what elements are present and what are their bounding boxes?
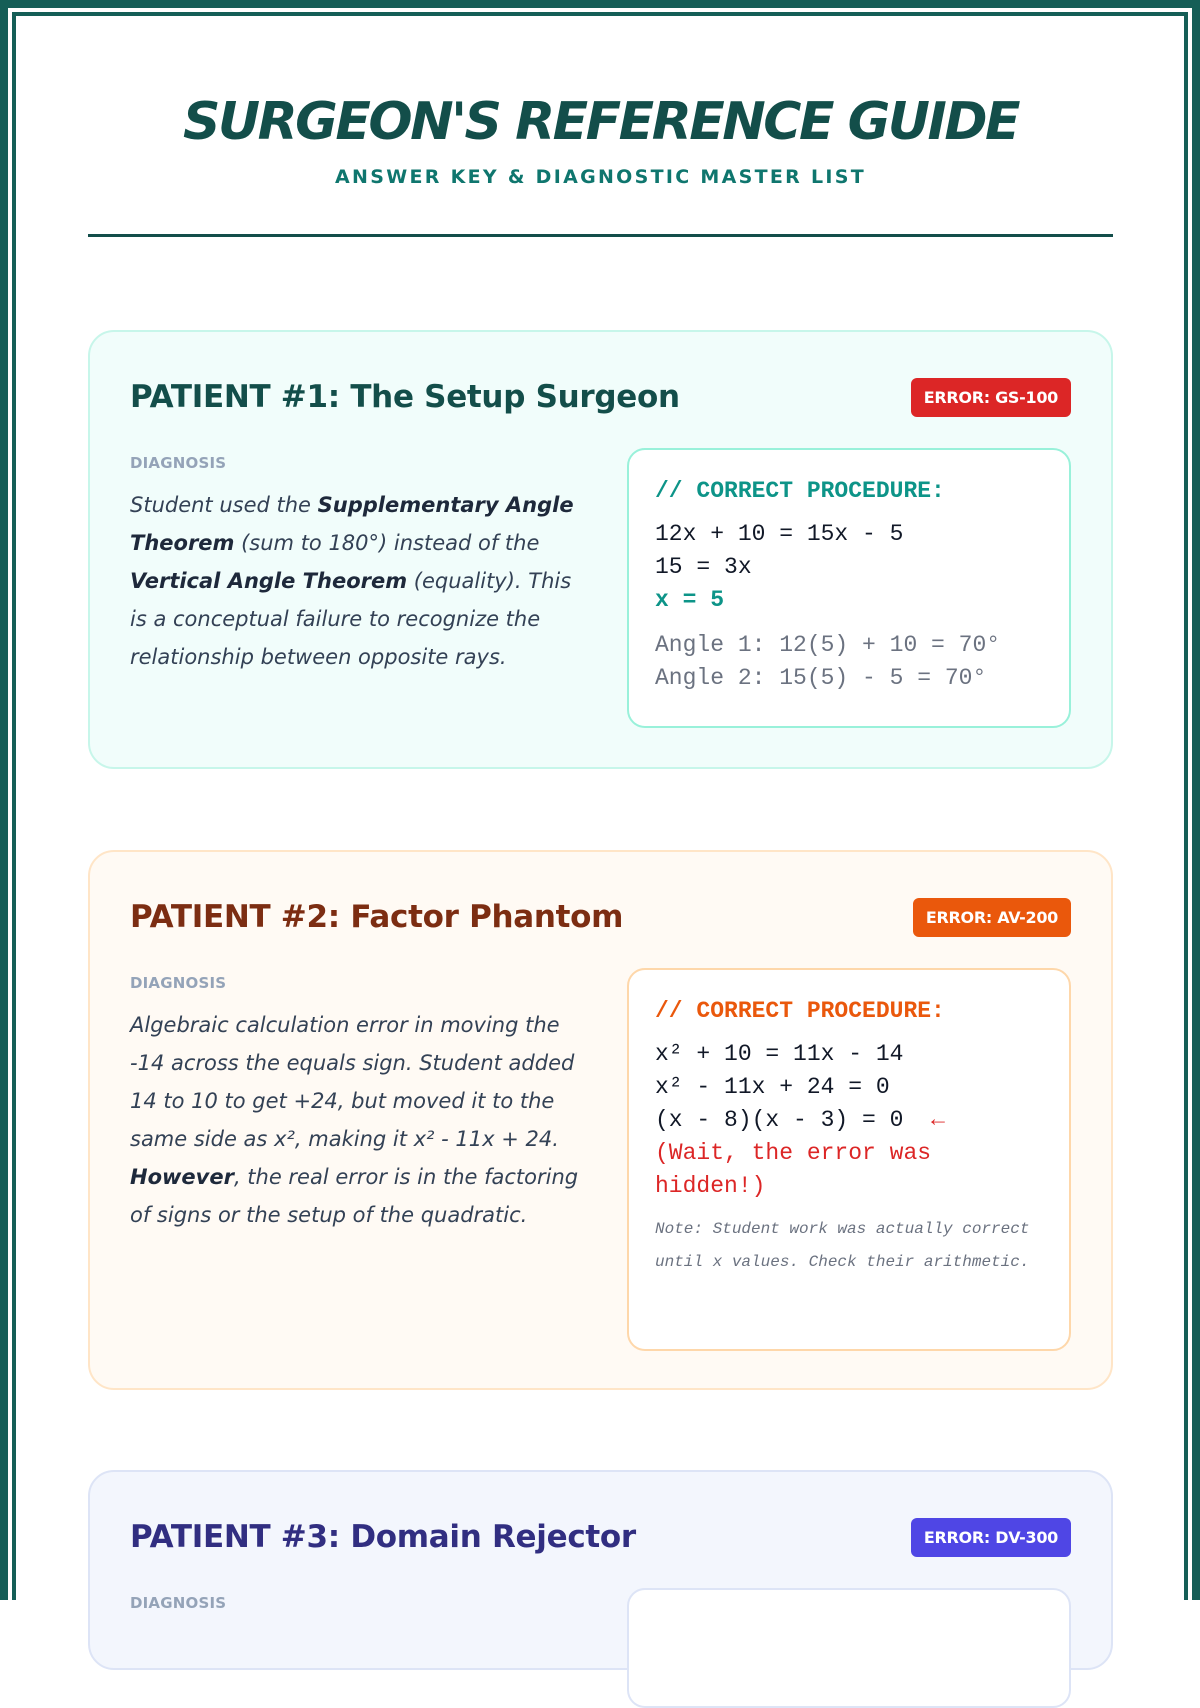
patient-card-header (130, 1516, 1071, 1558)
procedure-note: Note: Student work was actually correct until x values. Check their arithmetic. (655, 1220, 1030, 1271)
diagnosis-text-part: , the real error is in the factoring of signs or the setup of the quadratic. (130, 1165, 579, 1227)
diagnosis-column (130, 968, 590, 1351)
procedure-step-flagged (655, 1104, 1043, 1137)
diagnosis-term: Vertical Angle Theorem (130, 569, 408, 593)
procedure-checks (655, 629, 1043, 695)
diagnosis-text-part: (equality). This is a conceptual failure to recognize the relationship between opposite rays. (130, 569, 572, 669)
patient-card-body (130, 1588, 1071, 1708)
patient-card-body (130, 448, 1071, 728)
left-arrow-icon: ← (931, 1107, 945, 1133)
patient-card-header (130, 896, 1071, 938)
procedure-heading: // CORRECT PROCEDURE: (655, 478, 945, 504)
patient-title: PATIENT #3: Domain Rejector (130, 1519, 636, 1555)
patient-card-header (130, 376, 1071, 418)
procedure-step: 12x + 10 = 15x - 5 (655, 521, 904, 547)
procedure-check: Angle 2: 15(5) - 5 = 70° (655, 665, 987, 691)
diagnosis-term: Supplementary Angle Theorem (130, 493, 574, 555)
diagnosis-text (130, 486, 590, 676)
diagnosis-label: DIAGNOSIS (130, 1594, 227, 1612)
procedure-step: x² - 11x + 24 = 0 (655, 1074, 890, 1100)
patient-title: PATIENT #2: Factor Phantom (130, 899, 624, 935)
procedure-heading: // CORRECT PROCEDURE: (655, 998, 945, 1024)
diagnosis-label: DIAGNOSIS (130, 454, 227, 472)
procedure-check: Angle 1: 12(5) + 10 = 70° (655, 632, 1001, 658)
diagnosis-text-part: Algebraic calculation error in moving the -14 across the equals sign. Student added 14 to 10 to get +24, but moved it to the same side as x², making it x² - 11x + 24. (130, 1013, 575, 1151)
procedure-warning: (Wait, the error was hidden!) (655, 1140, 945, 1199)
error-code-badge: ERROR: AV-200 (913, 898, 1071, 937)
patient-card-1 (88, 330, 1113, 769)
diagnosis-term: However (130, 1165, 234, 1189)
diagnosis-column (130, 1588, 590, 1708)
procedure-answer: x = 5 (655, 587, 725, 613)
patient-title: PATIENT #1: The Setup Surgeon (130, 379, 680, 415)
procedure-step: (x - 8)(x - 3) = 0 (655, 1107, 904, 1133)
page-subtitle: ANSWER KEY & DIAGNOSTIC MASTER LIST (335, 166, 866, 188)
header-divider (88, 234, 1113, 237)
procedure-step: x² + 10 = 11x - 14 (655, 1041, 904, 1067)
procedure-steps (655, 1038, 1043, 1203)
correct-procedure-box (627, 1588, 1071, 1708)
diagnosis-column (130, 448, 590, 728)
reference-guide-page (88, 0, 1113, 1612)
diagnosis-text-part: (sum to 180°) instead of the (234, 531, 540, 555)
correct-procedure-box (627, 968, 1071, 1351)
procedure-step: 15 = 3x (655, 554, 752, 580)
patient-card-2 (88, 850, 1113, 1390)
procedure-steps (655, 518, 1043, 617)
error-code-badge: ERROR: GS-100 (911, 378, 1071, 417)
diagnosis-text-part: Student used the (130, 493, 318, 517)
patient-card-body (130, 968, 1071, 1351)
page-title: SURGEON'S REFERENCE GUIDE (182, 92, 1019, 152)
diagnosis-label: DIAGNOSIS (130, 974, 227, 992)
error-code-badge: ERROR: DV-300 (911, 1518, 1071, 1557)
patient-card-3 (88, 1470, 1113, 1670)
page-header (88, 0, 1113, 237)
correct-procedure-box (627, 448, 1071, 728)
diagnosis-text (130, 1006, 590, 1234)
